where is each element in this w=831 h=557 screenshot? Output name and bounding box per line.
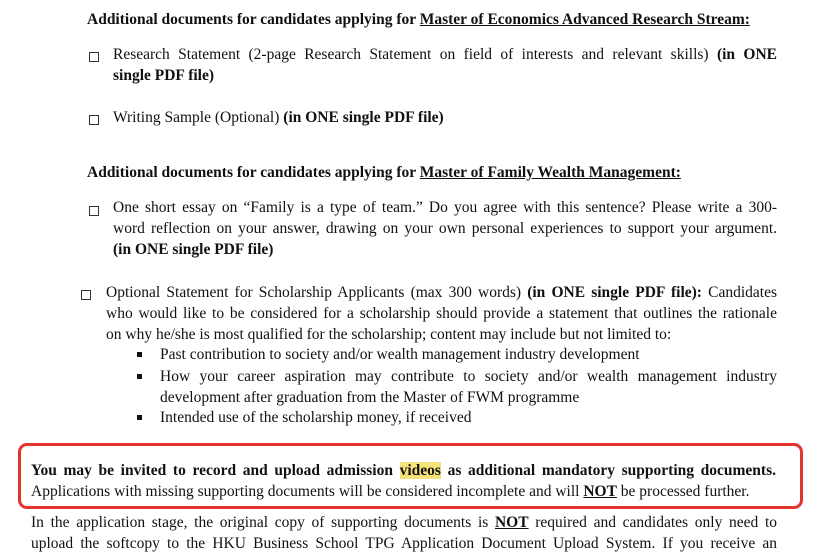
bullet-line: How your career aspiration may contribute to society and/or wealth management industry [160, 368, 777, 385]
item-bold-continued: single PDF file) [113, 67, 215, 84]
checkbox-icon[interactable] [81, 290, 91, 300]
not-emphasis: NOT [583, 483, 617, 500]
footer-text: required and candidates only need to [528, 514, 778, 531]
program-name: Master of Family Wealth Management: [419, 164, 681, 181]
notice-headline [31, 460, 776, 481]
footer-line: upload the softcopy to the HKU Business School TPG Application Document Upload System. If you receive an [31, 535, 777, 552]
section-heading-fwm [87, 164, 681, 182]
notice-text: as additional mandatory supporting documents. [440, 462, 776, 479]
research-statement-item [113, 44, 777, 86]
bullet-icon [137, 352, 142, 357]
bullet-item [160, 366, 777, 408]
item-text: Optional Statement for Scholarship Applicants (max 300 words) [106, 284, 528, 301]
essay-line: word reflection on your answer, drawing on your own personal experiences to support your argument. [113, 220, 777, 237]
heading-prefix: Additional documents for candidates applying for [87, 164, 420, 181]
bullet-line: development after graduation from the Master of FWM programme [160, 389, 580, 406]
checkbox-icon[interactable] [89, 206, 99, 216]
item-bold: (in ONE single PDF file) [283, 109, 444, 126]
footer-paragraph [31, 512, 777, 554]
item-text: Candidates [701, 284, 778, 301]
essay-line: One short essay on “Family is a type of team.” Do you agree with this sentence? Please write a 300- [113, 199, 777, 216]
footer-text: In the application stage, the original copy of supporting documents is [31, 514, 495, 531]
item-text: Writing Sample (Optional) [113, 109, 284, 126]
program-name: Master of Economics Advanced Research Stream: [419, 11, 750, 28]
highlighted-word: videos [399, 462, 441, 479]
writing-sample-item [113, 107, 444, 128]
notice-text: Applications with missing supporting documents will be considered incomplete and will [31, 483, 584, 500]
heading-prefix: Additional documents for candidates applying for [87, 11, 420, 28]
section-heading-econ [87, 11, 750, 29]
item-bold: (in ONE single PDF file): [527, 284, 702, 301]
bullet-icon [137, 415, 142, 420]
essay-bold: (in ONE single PDF file) [113, 241, 274, 258]
scholarship-line: on why he/she is most qualified for the scholarship; content may include but not limited to: [106, 326, 672, 343]
scholarship-line: who would like to be considered for a scholarship should provide a statement that outlines the rationale [106, 305, 777, 322]
essay-item [113, 197, 777, 260]
checkbox-icon[interactable] [89, 52, 99, 62]
notice-detail [31, 481, 749, 502]
item-bold: (in ONE [716, 46, 777, 63]
notice-text: You may be invited to record and upload admission [31, 462, 400, 479]
scholarship-item [106, 282, 777, 345]
checkbox-icon[interactable] [89, 115, 99, 125]
bullet-item: Intended use of the scholarship money, if received [160, 409, 472, 426]
notice-text: be processed further. [616, 483, 750, 500]
not-emphasis: NOT [494, 514, 529, 531]
bullet-item: Past contribution to society and/or wealth management industry development [160, 346, 640, 363]
item-text: Research Statement (2-page Research Statement on field of interests and relevant skills) [113, 46, 717, 63]
bullet-icon [137, 374, 142, 379]
